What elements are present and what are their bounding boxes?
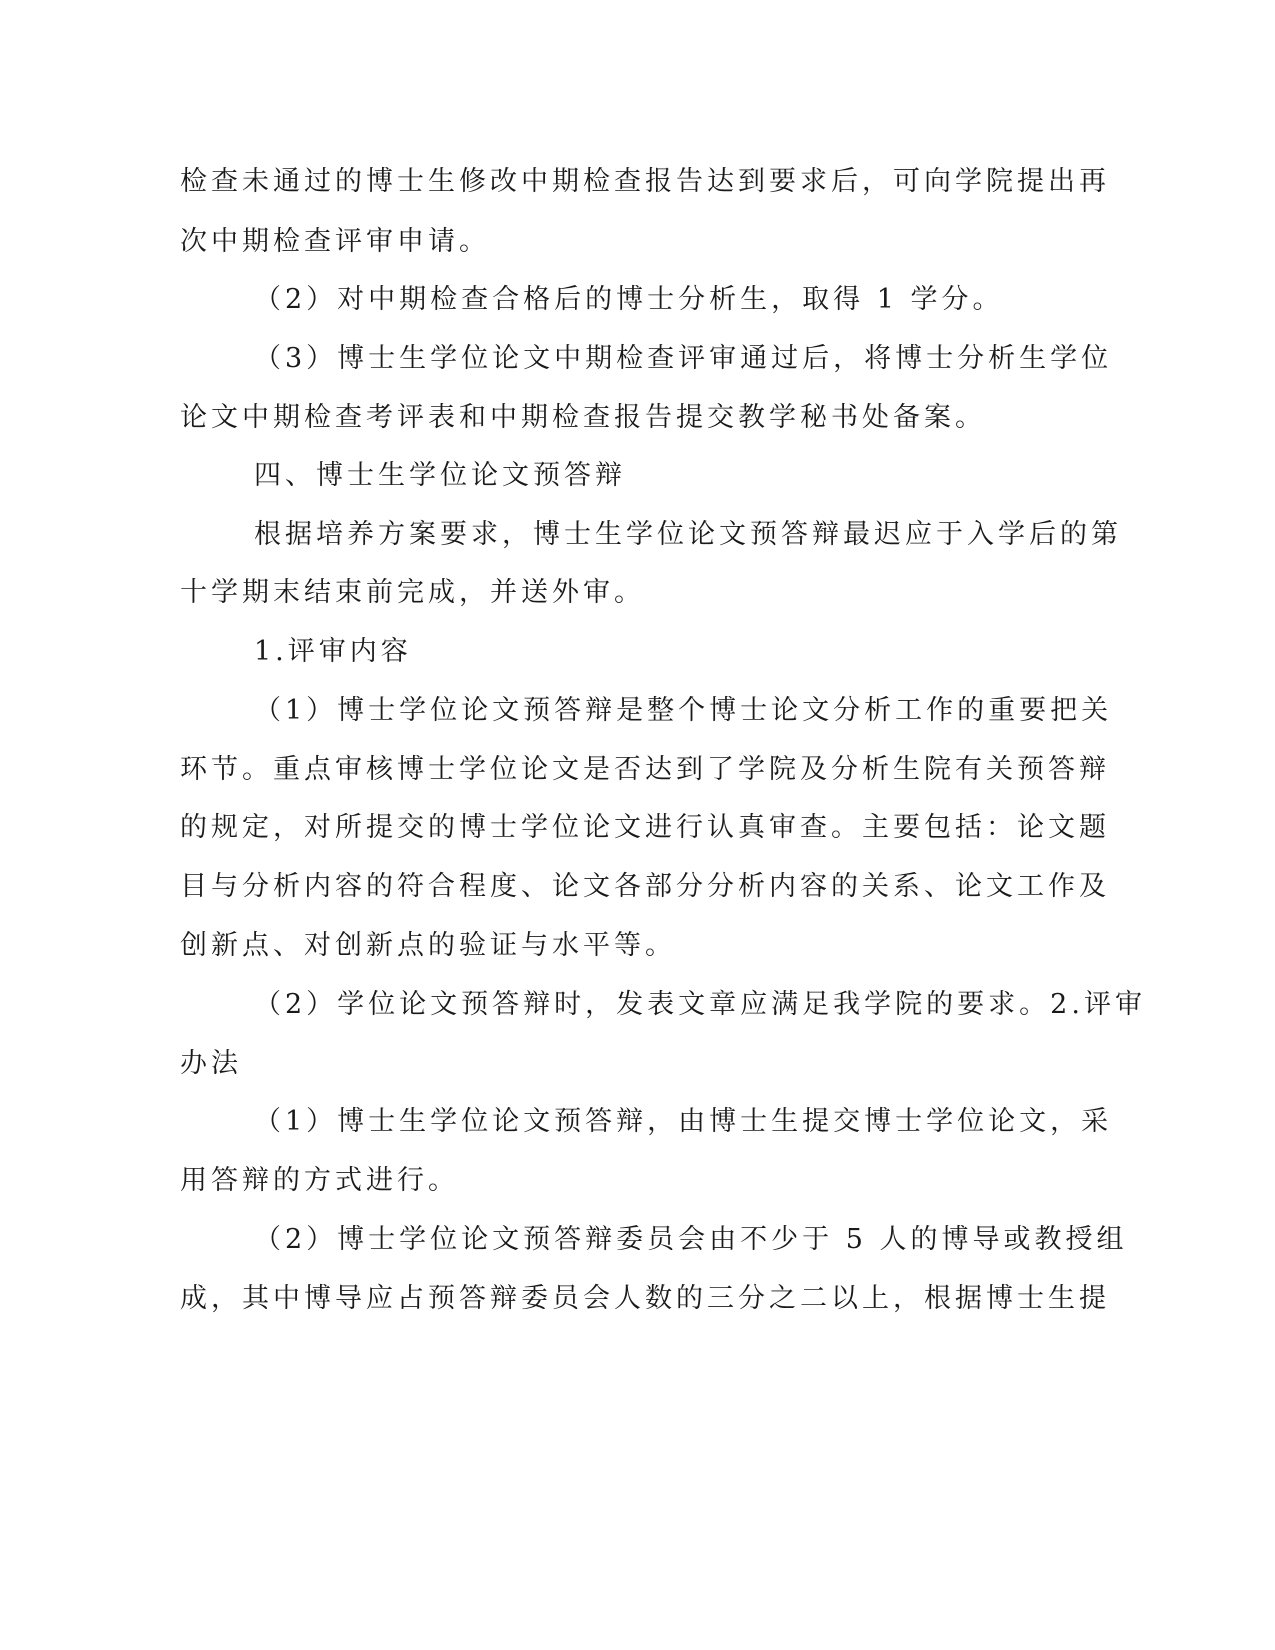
paragraph-line: 成，其中博导应占预答辩委员会人数的三分之二以上，根据博士生提: [180, 1283, 1110, 1314]
paragraph-line: 的规定，对所提交的博士学位论文进行认真审查。主要包括：论文题: [180, 812, 1110, 843]
paragraph-line: 根据培养方案要求，博士生学位论文预答辩最迟应于入学后的第: [254, 519, 1122, 550]
paragraph-line: 论文中期检查考评表和中期检查报告提交教学秘书处备案。: [180, 402, 986, 433]
subsection-heading: 1.评审内容: [254, 636, 412, 667]
paragraph-line: 办法: [180, 1048, 242, 1079]
paragraph-line: （1）博士学位论文预答辩是整个博士论文分析工作的重要把关: [254, 695, 1113, 726]
paragraph-line: （2）学位论文预答辩时，发表文章应满足我学院的要求。2.评审: [254, 989, 1146, 1020]
paragraph-line: 环节。重点审核博士学位论文是否达到了学院及分析生院有关预答辩: [180, 754, 1110, 785]
paragraph-line: （2）博士学位论文预答辩委员会由不少于 5 人的博导或教授组: [254, 1224, 1128, 1255]
paragraph-line: 十学期末结束前完成，并送外审。: [180, 577, 645, 608]
paragraph-line: 用答辩的方式进行。: [180, 1165, 459, 1196]
paragraph-line: 创新点、对创新点的验证与水平等。: [180, 930, 676, 961]
paragraph-line: （3）博士生学位论文中期检查评审通过后，将博士分析生学位: [254, 343, 1113, 374]
paragraph-line: 目与分析内容的符合程度、论文各部分分析内容的关系、论文工作及: [180, 871, 1110, 902]
paragraph-line: （2）对中期检查合格后的博士分析生，取得 1 学分。: [254, 284, 1004, 315]
section-heading: 四、博士生学位论文预答辩: [254, 460, 626, 491]
paragraph-line: 次中期检查评审申请。: [180, 226, 490, 257]
paragraph-line: 检查未通过的博士生修改中期检查报告达到要求后，可向学院提出再: [180, 166, 1110, 197]
paragraph-line: （1）博士生学位论文预答辩，由博士生提交博士学位论文，采: [254, 1106, 1113, 1137]
